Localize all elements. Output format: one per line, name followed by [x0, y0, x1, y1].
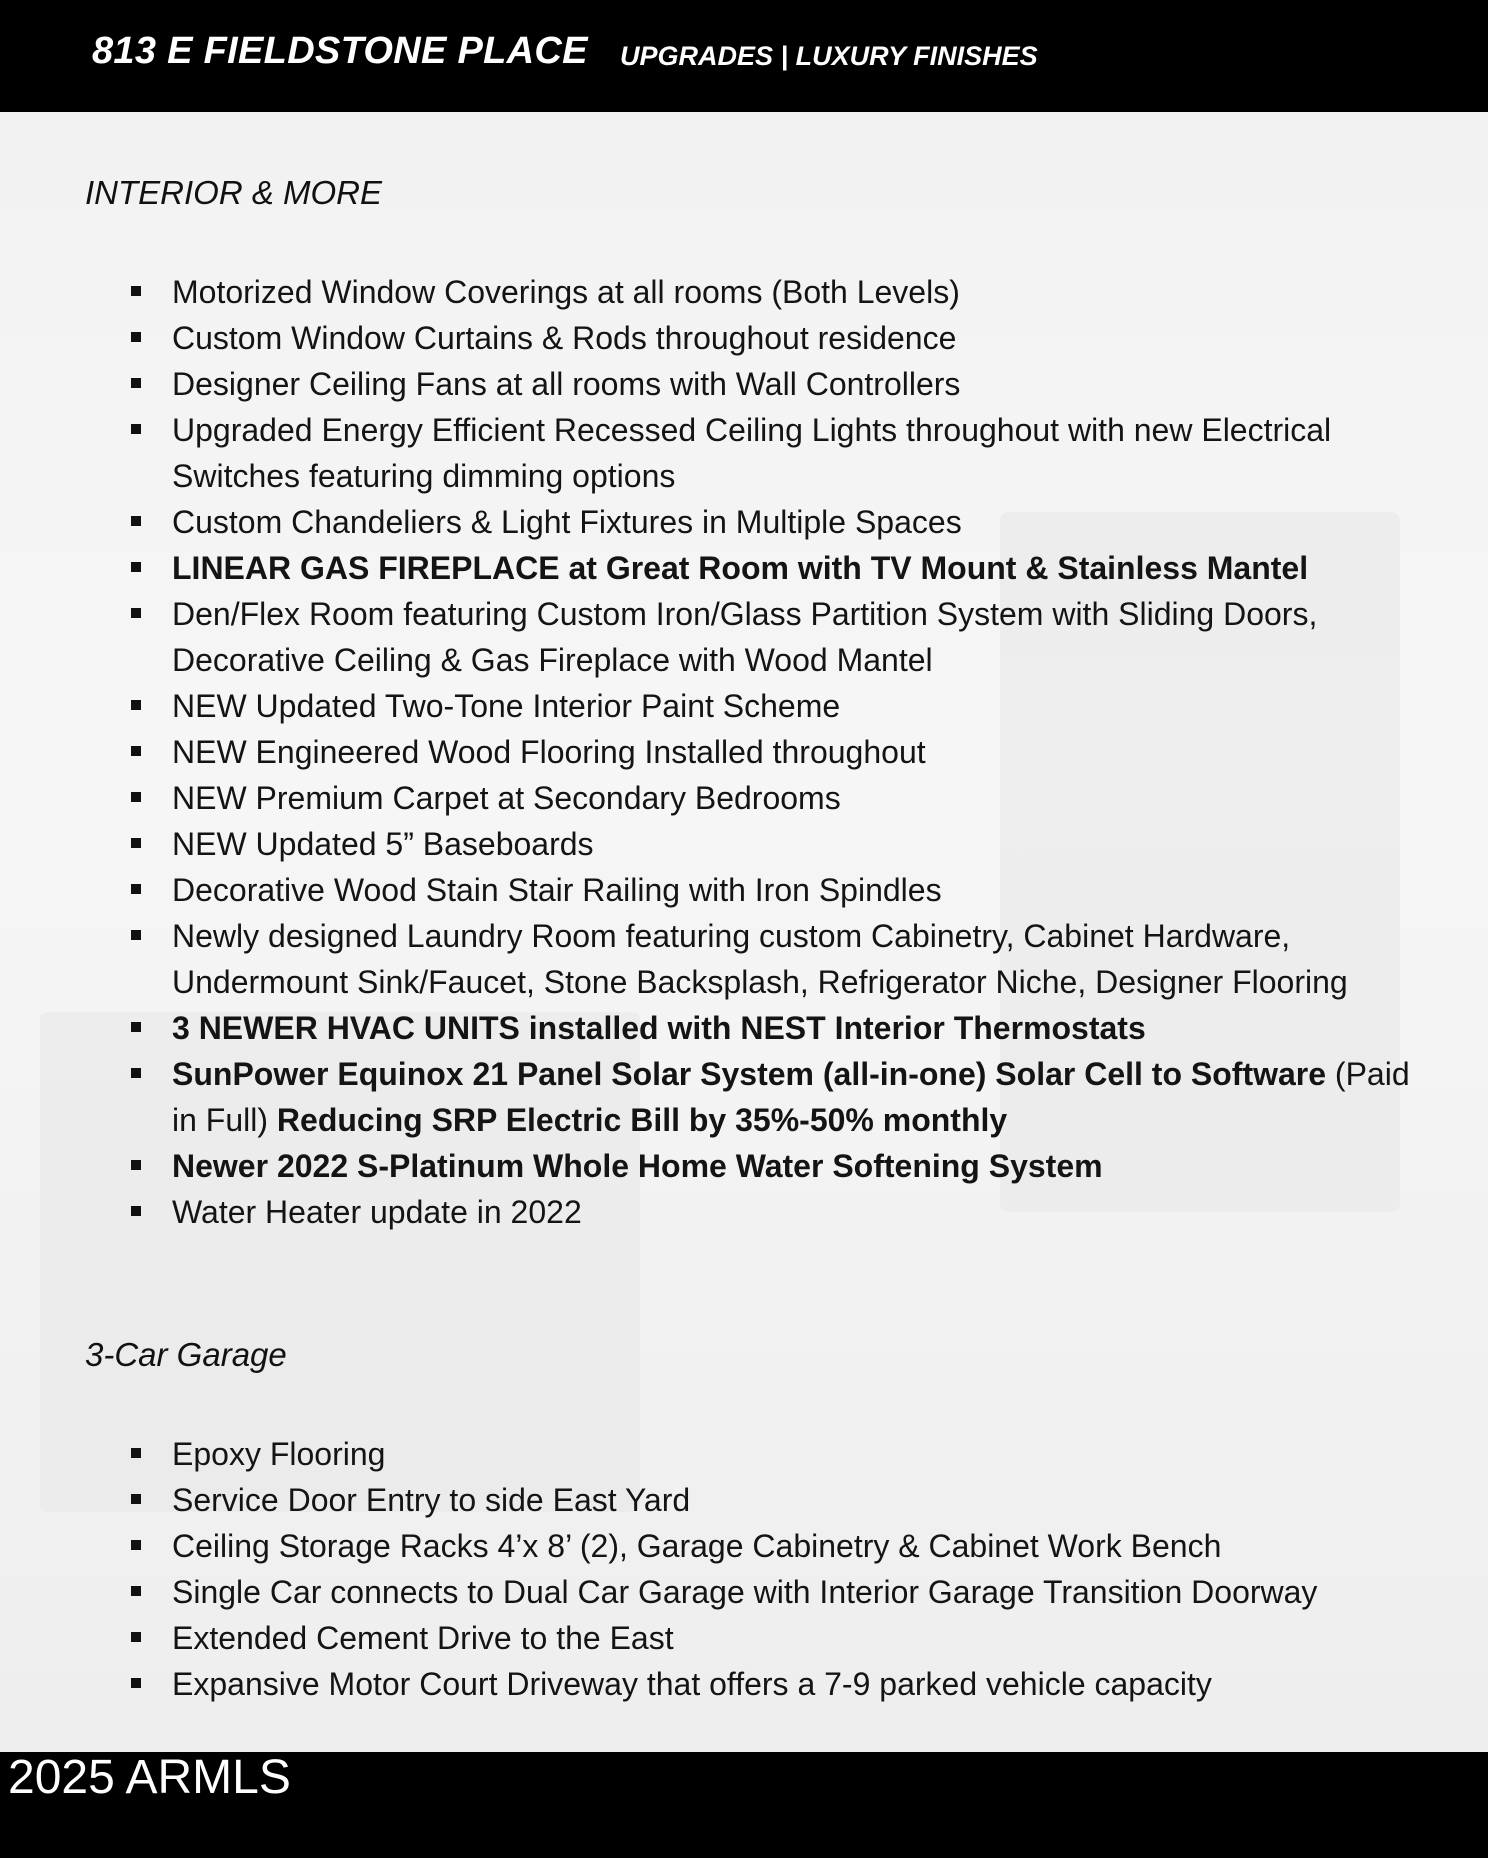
bullet-icon — [131, 792, 141, 802]
list-item — [0, 1431, 1488, 1477]
bullet-icon — [131, 332, 141, 342]
list-item — [0, 775, 1488, 821]
list-item-text: Motorized Window Coverings at all rooms (Both Levels) — [172, 274, 960, 310]
list-item — [0, 1523, 1488, 1569]
list-item-text: NEW Updated Two-Tone Interior Paint Scheme — [172, 688, 841, 724]
list-item-text: Upgraded Energy Efficient Recessed Ceiling Lights throughout with new Electrical Switches featuring dimming options — [172, 412, 1332, 494]
list-item-text: Single Car connects to Dual Car Garage with Interior Garage Transition Doorway — [172, 1574, 1318, 1610]
list-item-text: Newer 2022 S-Platinum Whole Home Water Softening System — [172, 1148, 1103, 1184]
bullet-icon — [131, 608, 141, 618]
bullet-icon — [131, 838, 141, 848]
list-item-text: Service Door Entry to side East Yard — [172, 1482, 691, 1518]
bullet-icon — [131, 1586, 141, 1596]
list-item-text: Epoxy Flooring — [172, 1436, 386, 1472]
bullet-icon — [131, 1540, 141, 1550]
footer-bar — [0, 1752, 1488, 1858]
list-item — [0, 545, 1488, 591]
bullet-icon — [131, 1494, 141, 1504]
list-item — [0, 1661, 1488, 1707]
list-item — [0, 1143, 1488, 1189]
bullet-icon — [131, 1160, 141, 1170]
list-item — [0, 499, 1488, 545]
list-item-text: NEW Premium Carpet at Secondary Bedrooms — [172, 780, 841, 816]
list-item-text-bold: SunPower Equinox 21 Panel Solar System (all-in-one) Solar Cell to Software — [172, 1056, 1327, 1092]
list-item — [0, 821, 1488, 867]
list-item-text: Den/Flex Room featuring Custom Iron/Glass Partition System with Sliding Doors, Decorative Ceiling & Gas Fireplace with Wood Mantel — [172, 596, 1318, 678]
list-item-text: (Paid in Full) — [172, 1056, 1410, 1138]
page-subtitle: UPGRADES | LUXURY FINISHES — [620, 41, 1038, 71]
bullet-icon — [131, 930, 141, 940]
interior-list — [0, 269, 1488, 1235]
list-item — [0, 1051, 1488, 1143]
list-item — [0, 591, 1488, 683]
garage-heading: 3-Car Garage — [85, 1336, 287, 1373]
bullet-icon — [131, 378, 141, 388]
copyright-text: 2025 ARMLS — [8, 1751, 291, 1804]
list-item — [0, 1005, 1488, 1051]
bullet-icon — [131, 1206, 141, 1216]
list-item-text: Newly designed Laundry Room featuring custom Cabinetry, Cabinet Hardware, Undermount Sink/Faucet, Stone Backsplash, Refrigerator Niche, Designer Flooring — [172, 918, 1348, 1000]
list-item — [0, 729, 1488, 775]
list-item — [0, 1189, 1488, 1235]
list-item-text: Ceiling Storage Racks 4’x 8’ (2), Garage Cabinetry & Cabinet Work Bench — [172, 1528, 1222, 1564]
bullet-icon — [131, 746, 141, 756]
content-area — [0, 112, 1488, 1752]
list-item — [0, 361, 1488, 407]
bullet-icon — [131, 424, 141, 434]
interior-heading: INTERIOR & MORE — [85, 174, 383, 211]
page-title: 813 E FIELDSTONE PLACE — [92, 30, 588, 72]
list-item — [0, 1477, 1488, 1523]
header-bar — [0, 0, 1488, 112]
bullet-icon — [131, 562, 141, 572]
list-item — [0, 683, 1488, 729]
list-item-text: LINEAR GAS FIREPLACE at Great Room with TV Mount & Stainless Mantel — [172, 550, 1309, 586]
list-item-text: Water Heater update in 2022 — [172, 1194, 582, 1230]
list-item-text: Custom Chandeliers & Light Fixtures in Multiple Spaces — [172, 504, 962, 540]
list-item-text: Decorative Wood Stain Stair Railing with Iron Spindles — [172, 872, 942, 908]
bullet-icon — [131, 1068, 141, 1078]
list-item-text: 3 NEWER HVAC UNITS installed with NEST Interior Thermostats — [172, 1010, 1146, 1046]
bullet-icon — [131, 700, 141, 710]
bullet-icon — [131, 1448, 141, 1458]
list-item-text: Custom Window Curtains & Rods throughout residence — [172, 320, 957, 356]
list-item — [0, 269, 1488, 315]
list-item-text-bold: Reducing SRP Electric Bill by 35%-50% monthly — [276, 1102, 1008, 1138]
list-item-text: Expansive Motor Court Driveway that offers a 7-9 parked vehicle capacity — [172, 1666, 1212, 1702]
bullet-icon — [131, 1022, 141, 1032]
list-item — [0, 913, 1488, 1005]
bullet-icon — [131, 1678, 141, 1688]
list-item — [0, 1569, 1488, 1615]
list-item — [0, 1615, 1488, 1661]
bullet-icon — [131, 884, 141, 894]
list-item — [0, 315, 1488, 361]
bullet-icon — [131, 1632, 141, 1642]
list-item-text: NEW Updated 5” Baseboards — [172, 826, 594, 862]
list-item-text: Extended Cement Drive to the East — [172, 1620, 674, 1656]
list-item — [0, 407, 1488, 499]
garage-list — [0, 1431, 1488, 1707]
list-item — [0, 867, 1488, 913]
list-item-text: NEW Engineered Wood Flooring Installed throughout — [172, 734, 926, 770]
bullet-icon — [131, 516, 141, 526]
bullet-icon — [131, 286, 141, 296]
list-item-text: Designer Ceiling Fans at all rooms with Wall Controllers — [172, 366, 961, 402]
